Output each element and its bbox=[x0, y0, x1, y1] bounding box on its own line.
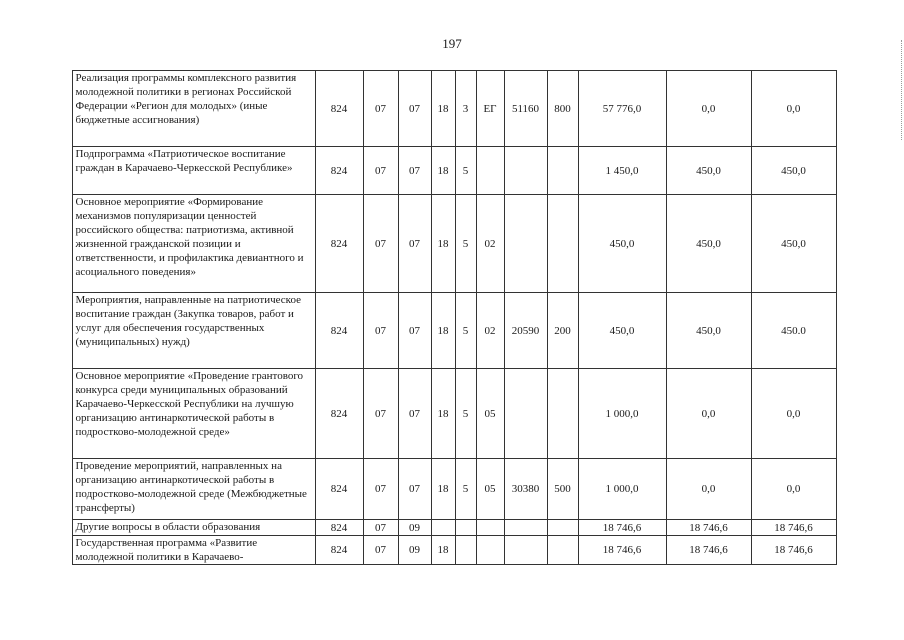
code-expense-type bbox=[547, 536, 578, 565]
code-direction: 30380 bbox=[504, 459, 547, 520]
code-ministry: 824 bbox=[315, 293, 363, 369]
code-section: 07 bbox=[363, 195, 398, 293]
row-margin-cell bbox=[40, 71, 72, 147]
row-margin-cell bbox=[40, 536, 72, 565]
amount-year-2: 18 746,6 bbox=[666, 520, 751, 536]
amount-year-3: 0,0 bbox=[751, 459, 836, 520]
row-margin-cell bbox=[40, 369, 72, 459]
amount-year-2: 450,0 bbox=[666, 195, 751, 293]
table-row bbox=[40, 293, 836, 369]
row-name: Подпрограмма «Патриотическое воспитание граждан в Карачаево-Черкесской Республике» bbox=[72, 147, 315, 195]
table-row bbox=[40, 369, 836, 459]
amount-year-3: 450,0 bbox=[751, 147, 836, 195]
code-subsection: 07 bbox=[398, 71, 431, 147]
code-ministry: 824 bbox=[315, 459, 363, 520]
code-expense-type: 500 bbox=[547, 459, 578, 520]
code-measure: 05 bbox=[476, 369, 504, 459]
code-subsection: 07 bbox=[398, 369, 431, 459]
code-section: 07 bbox=[363, 369, 398, 459]
code-direction bbox=[504, 195, 547, 293]
amount-year-3: 0,0 bbox=[751, 369, 836, 459]
amount-year-2: 0,0 bbox=[666, 459, 751, 520]
code-expense-type: 800 bbox=[547, 71, 578, 147]
code-subprogram: 5 bbox=[455, 459, 476, 520]
row-margin-cell bbox=[40, 293, 72, 369]
code-subprogram: 5 bbox=[455, 369, 476, 459]
code-measure: ЕГ bbox=[476, 71, 504, 147]
code-expense-type bbox=[547, 147, 578, 195]
amount-year-1: 1 450,0 bbox=[578, 147, 666, 195]
row-margin-cell bbox=[40, 520, 72, 536]
code-subsection: 07 bbox=[398, 293, 431, 369]
code-measure bbox=[476, 536, 504, 565]
code-expense-type: 200 bbox=[547, 293, 578, 369]
code-measure bbox=[476, 520, 504, 536]
table-row bbox=[40, 71, 836, 147]
code-section: 07 bbox=[363, 459, 398, 520]
scan-edge-mark bbox=[898, 40, 902, 140]
code-program: 18 bbox=[431, 195, 455, 293]
code-subsection: 07 bbox=[398, 459, 431, 520]
table-row bbox=[40, 536, 836, 565]
amount-year-3: 450.0 bbox=[751, 293, 836, 369]
code-subprogram: 3 bbox=[455, 71, 476, 147]
code-direction: 20590 bbox=[504, 293, 547, 369]
row-name: Реализация программы комплексного развития молодежной политики в регионах Российской Федерации «Регион для молодых» (иные бюджетные ассигнования) bbox=[72, 71, 315, 147]
amount-year-2: 0,0 bbox=[666, 369, 751, 459]
code-subsection: 07 bbox=[398, 147, 431, 195]
amount-year-2: 18 746,6 bbox=[666, 536, 751, 565]
amount-year-2: 0,0 bbox=[666, 71, 751, 147]
code-subprogram: 5 bbox=[455, 195, 476, 293]
code-section: 07 bbox=[363, 293, 398, 369]
code-subsection: 09 bbox=[398, 520, 431, 536]
row-margin-cell bbox=[40, 459, 72, 520]
code-section: 07 bbox=[363, 147, 398, 195]
row-margin-cell bbox=[40, 147, 72, 195]
code-direction bbox=[504, 520, 547, 536]
amount-year-1: 1 000,0 bbox=[578, 369, 666, 459]
table-row bbox=[40, 195, 836, 293]
code-measure bbox=[476, 147, 504, 195]
code-expense-type bbox=[547, 369, 578, 459]
code-program: 18 bbox=[431, 293, 455, 369]
code-measure: 02 bbox=[476, 195, 504, 293]
code-subprogram bbox=[455, 536, 476, 565]
row-name: Другие вопросы в области образования bbox=[72, 520, 315, 536]
code-program: 18 bbox=[431, 369, 455, 459]
code-subprogram bbox=[455, 520, 476, 536]
code-program: 18 bbox=[431, 71, 455, 147]
code-ministry: 824 bbox=[315, 147, 363, 195]
code-ministry: 824 bbox=[315, 536, 363, 565]
code-subprogram: 5 bbox=[455, 293, 476, 369]
code-direction bbox=[504, 147, 547, 195]
code-ministry: 824 bbox=[315, 369, 363, 459]
code-ministry: 824 bbox=[315, 71, 363, 147]
code-ministry: 824 bbox=[315, 520, 363, 536]
amount-year-3: 0,0 bbox=[751, 71, 836, 147]
amount-year-1: 18 746,6 bbox=[578, 536, 666, 565]
code-section: 07 bbox=[363, 71, 398, 147]
code-program: 18 bbox=[431, 536, 455, 565]
row-name: Мероприятия, направленные на патриотическое воспитание граждан (Закупка товаров, работ и услуг для обеспечения государственных (муниципальных) нужд) bbox=[72, 293, 315, 369]
code-subprogram: 5 bbox=[455, 147, 476, 195]
code-expense-type bbox=[547, 195, 578, 293]
row-name: Проведение мероприятий, направленных на организацию антинаркотической работы в подростково-молодежной среде (Межбюджетные трансферты) bbox=[72, 459, 315, 520]
code-program: 18 bbox=[431, 147, 455, 195]
table-row bbox=[40, 520, 836, 536]
code-program bbox=[431, 520, 455, 536]
amount-year-2: 450,0 bbox=[666, 293, 751, 369]
budget-table bbox=[40, 70, 837, 565]
code-measure: 05 bbox=[476, 459, 504, 520]
page-number: 197 bbox=[442, 36, 462, 51]
row-name: Основное мероприятие «Проведение грантового конкурса среди муниципальных образований Карачаево-Черкесской Республики на лучшую организацию антинаркотической работы в подростково-молодежной среде» bbox=[72, 369, 315, 459]
amount-year-1: 450,0 bbox=[578, 195, 666, 293]
amount-year-3: 450,0 bbox=[751, 195, 836, 293]
code-section: 07 bbox=[363, 536, 398, 565]
code-subsection: 09 bbox=[398, 536, 431, 565]
amount-year-2: 450,0 bbox=[666, 147, 751, 195]
row-name: Основное мероприятие «Формирование механизмов популяризации ценностей российского общества: патриотизма, активной жизненной гражданской позиции и ответственности, и профилактика девиантного и асоциального поведения» bbox=[72, 195, 315, 293]
code-direction: 51160 bbox=[504, 71, 547, 147]
amount-year-1: 57 776,0 bbox=[578, 71, 666, 147]
row-name: Государственная программа «Развитие молодежной политики в Карачаево- bbox=[72, 536, 315, 565]
code-measure: 02 bbox=[476, 293, 504, 369]
amount-year-1: 450,0 bbox=[578, 293, 666, 369]
amount-year-1: 18 746,6 bbox=[578, 520, 666, 536]
code-section: 07 bbox=[363, 520, 398, 536]
amount-year-1: 1 000,0 bbox=[578, 459, 666, 520]
table-row bbox=[40, 459, 836, 520]
row-margin-cell bbox=[40, 195, 72, 293]
code-program: 18 bbox=[431, 459, 455, 520]
code-expense-type bbox=[547, 520, 578, 536]
table-row bbox=[40, 147, 836, 195]
amount-year-3: 18 746,6 bbox=[751, 536, 836, 565]
code-ministry: 824 bbox=[315, 195, 363, 293]
code-direction bbox=[504, 536, 547, 565]
code-subsection: 07 bbox=[398, 195, 431, 293]
code-direction bbox=[504, 369, 547, 459]
amount-year-3: 18 746,6 bbox=[751, 520, 836, 536]
